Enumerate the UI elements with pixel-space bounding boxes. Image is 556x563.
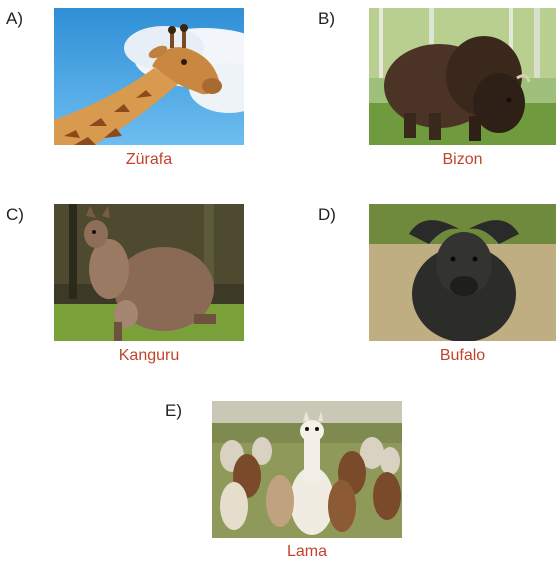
option-b-letter: B): [318, 9, 335, 28]
llama-photo[interactable]: [212, 401, 402, 538]
option-d-caption: Bufalo: [439, 347, 486, 364]
option-e-letter: E): [165, 401, 182, 420]
option-c-caption: Kanguru: [118, 347, 180, 364]
kangaroo-photo[interactable]: [54, 204, 244, 341]
option-a-letter: A): [6, 9, 23, 28]
option-d-letter: D): [318, 205, 336, 224]
option-b-caption: Bizon: [442, 151, 483, 168]
bison-photo[interactable]: [369, 8, 556, 145]
giraffe-photo[interactable]: [54, 8, 244, 145]
option-e-caption: Lama: [286, 543, 328, 560]
option-a-caption: Zürafa: [125, 151, 173, 168]
buffalo-photo[interactable]: [369, 204, 556, 341]
option-c-letter: C): [6, 205, 24, 224]
